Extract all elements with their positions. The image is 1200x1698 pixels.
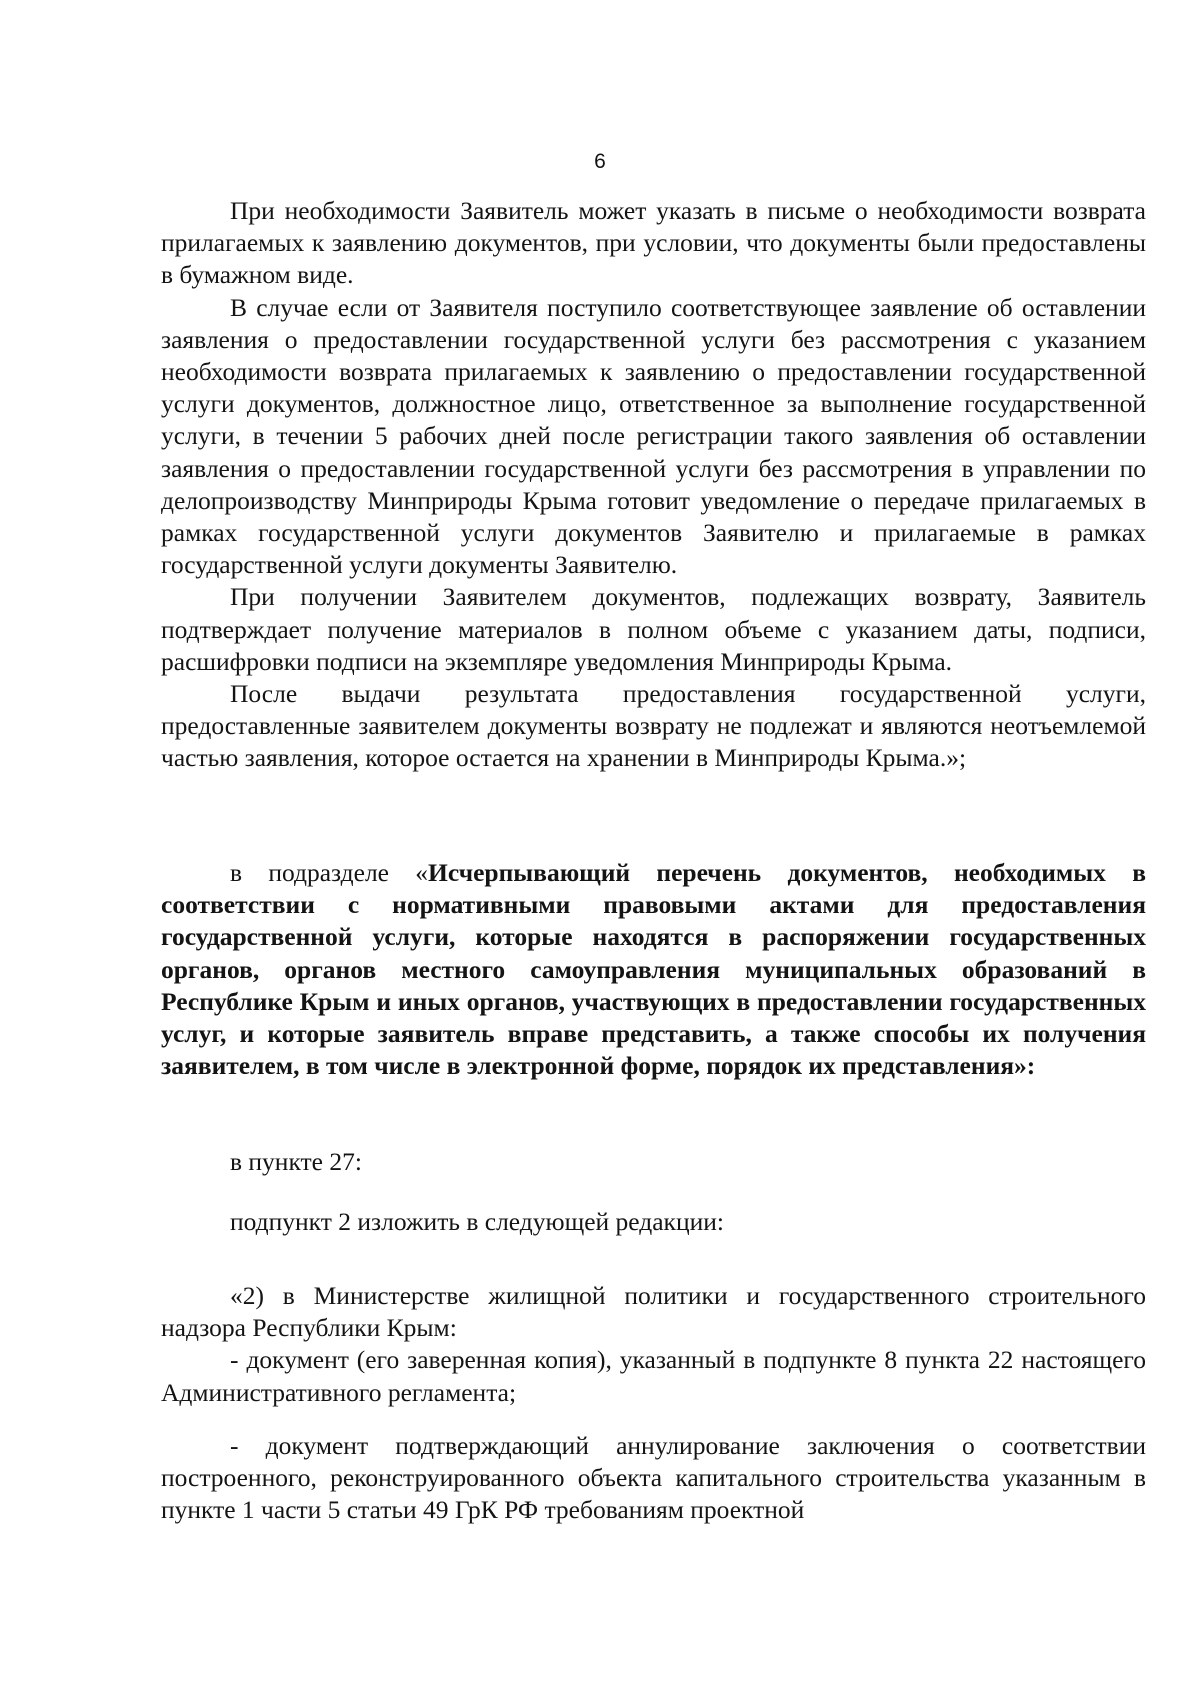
document-body-annulment xyxy=(161,1430,1146,1527)
paragraph-subitem-2: подпункт 2 изложить в следующей редакции: xyxy=(230,1207,724,1236)
subsection-title-bold: Исчерпывающий перечень документов, необходимых в соответствии с нормативными правовыми актами для предоставления государственной услуги, которые находятся в распоряжении государственных органов, органов местного самоуправления муниципальных образований в Республике Крым и иных органов, участвующих в предоставлении государственных услуг, и которые заявитель вправе представить, а также способы их получения заявителем, в том числе в электронной форме, порядок их представления»: xyxy=(161,858,1146,1081)
paragraph-annulment-document: - документ подтверждающий аннулирование заключения о соответствии построенного, реконструированного объекта капитального строительства указанным в пункте 1 части 5 статьи 49 ГрК РФ требованиям проектной xyxy=(161,1431,1146,1525)
document-body-top xyxy=(161,195,1146,775)
document-body-item xyxy=(161,1146,1146,1178)
paragraph-ministry: «2) в Министерстве жилищной политики и государственного строительного надзора Республики Крым: xyxy=(161,1281,1146,1343)
document-body-subitem xyxy=(161,1206,1146,1238)
paragraph-subsection-title xyxy=(161,857,1146,1082)
page-number: 6 xyxy=(594,150,606,173)
paragraph-return-procedure: В случае если от Заявителя поступило соответствующее заявление об оставлении заявления о предоставлении государственной услуги без рассмотрения с указанием необходимости возврата прилагаемых к заявлению о предоставлении государственной услуги документов, должностное лицо, ответственное за выполнение государственной услуги, в течении 5 рабочих дней после регистрации такого заявления об оставлении заявления о предоставлении государственной услуги без рассмотрения в управлении по делопроизводству Минприроды Крыма готовит уведомление о передаче прилагаемых в рамках государственной услуги документов Заявителю и прилагаемые в рамках государственной услуги документы Заявителю. xyxy=(161,292,1146,580)
paragraph-no-return-after-result: После выдачи результата предоставления государственной услуги, предоставленные заявителем документы возврату не подлежат и являются неотъемлемой частью заявления, которое остается на хранении в Минприроды Крыма.»; xyxy=(161,679,1146,773)
paragraph-receipt-confirmation: При получении Заявителем документов, подлежащих возврату, Заявитель подтверждает получение материалов в полном объеме с указанием даты, подписи, расшифровки подписи на экземпляре уведомления Минприроды Крыма. xyxy=(161,582,1146,676)
paragraph-return-request: При необходимости Заявитель может указать в письме о необходимости возврата прилагаемых к заявлению документов, при условии, что документы были предоставлены в бумажном виде. xyxy=(161,196,1146,290)
subsection-prefix: в подразделе « xyxy=(230,858,429,887)
document-body-subsection xyxy=(161,857,1146,1082)
paragraph-document-copy: - документ (его заверенная копия), указанный в подпункте 8 пункта 22 настоящего Административного регламента; xyxy=(161,1345,1146,1407)
document-body-ministry xyxy=(161,1280,1146,1409)
paragraph-item-27: в пункте 27: xyxy=(230,1147,362,1176)
